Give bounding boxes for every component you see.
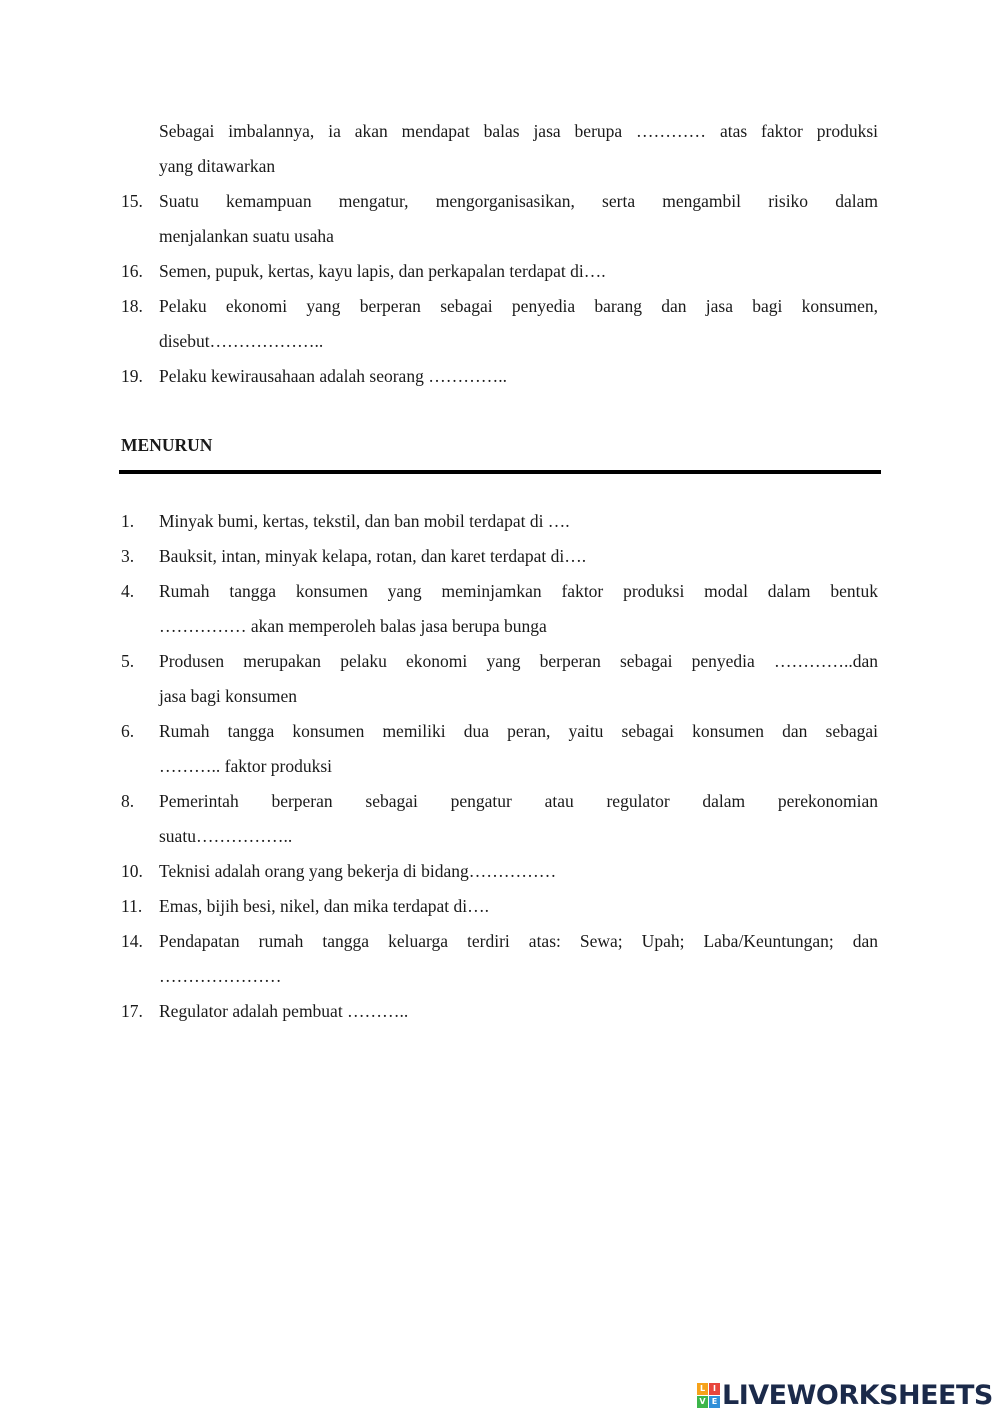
mendatar-item-18 xyxy=(121,289,878,359)
item-text-line: Pemerintah berperan sebagai pengatur atau regulator dalam perekonomian xyxy=(159,791,878,811)
item-number: 14. xyxy=(121,931,143,951)
menurun-item-4 xyxy=(121,574,878,644)
item-text-line: ……….. faktor produksi xyxy=(159,756,333,776)
item-text-line: Pelaku kewirausahaan adalah seorang ………….. xyxy=(159,366,507,386)
logo-mark-v: V xyxy=(697,1396,708,1408)
mendatar-item-16 xyxy=(121,254,878,289)
item-text-line: suatu…………….. xyxy=(159,826,293,846)
menurun-item-14 xyxy=(121,924,878,994)
menurun-item-8 xyxy=(121,784,878,854)
menurun-item-11 xyxy=(121,889,878,924)
item-number: 10. xyxy=(121,861,143,881)
item-text-line: Pelaku ekonomi yang berperan sebagai penyedia barang dan jasa bagi konsumen, xyxy=(159,296,878,316)
item-number: 11. xyxy=(121,896,143,916)
mendatar-item-15 xyxy=(121,184,878,254)
item-13-tail-line-1: Sebagai imbalannya, ia akan mendapat balas jasa berupa ………… atas faktor produksi xyxy=(159,121,878,141)
item-text-line: Rumah tangga konsumen memiliki dua peran, yaitu sebagai konsumen dan sebagai xyxy=(159,721,878,741)
item-number: 16. xyxy=(121,261,143,281)
item-number: 6. xyxy=(121,721,135,741)
item-text-line: menjalankan suatu usaha xyxy=(159,226,334,246)
item-number: 4. xyxy=(121,581,135,601)
mendatar-list xyxy=(121,114,878,394)
logo-mark-e: E xyxy=(709,1396,720,1408)
item-number: 8. xyxy=(121,791,135,811)
section-heading-menurun: MENURUN xyxy=(121,435,213,455)
item-text-line: disebut……………….. xyxy=(159,331,324,351)
item-number: 15. xyxy=(121,191,143,211)
menurun-item-10 xyxy=(121,854,878,889)
logo-wordmark: LIVEWORKSHEETS xyxy=(722,1379,993,1411)
menurun-list xyxy=(121,504,878,1029)
item-text-line: Bauksit, intan, minyak kelapa, rotan, dan karet terdapat di…. xyxy=(159,546,587,566)
item-number: 19. xyxy=(121,366,143,386)
item-number: 5. xyxy=(121,651,135,671)
item-text-line: Minyak bumi, kertas, tekstil, dan ban mobil terdapat di …. xyxy=(159,511,570,531)
item-text-line: Pendapatan rumah tangga keluarga terdiri atas: Sewa; Upah; Laba/Keuntungan; dan xyxy=(159,931,878,951)
item-text-line: ………………… xyxy=(159,966,282,986)
logo-mark-i: I xyxy=(709,1383,720,1395)
item-text-line: Rumah tangga konsumen yang meminjamkan faktor produksi modal dalam bentuk xyxy=(159,581,878,601)
item-text-line: Suatu kemampuan mengatur, mengorganisasikan, serta mengambil risiko dalam xyxy=(159,191,878,211)
menurun-item-5 xyxy=(121,644,878,714)
liveworksheets-logo-icon xyxy=(697,1383,719,1407)
item-text-line: Emas, bijih besi, nikel, dan mika terdapat di…. xyxy=(159,896,489,916)
item-text-line: Semen, pupuk, kertas, kayu lapis, dan perkapalan terdapat di…. xyxy=(159,261,606,281)
item-number: 1. xyxy=(121,511,135,531)
section-divider xyxy=(119,470,881,474)
menurun-item-6 xyxy=(121,714,878,784)
menurun-item-1 xyxy=(121,504,878,539)
item-13-tail-line-2: yang ditawarkan xyxy=(159,156,276,176)
menurun-item-3 xyxy=(121,539,878,574)
item-text-line: Regulator adalah pembuat ……….. xyxy=(159,1001,409,1021)
item-number: 18. xyxy=(121,296,143,316)
item-text-line: Produsen merupakan pelaku ekonomi yang berperan sebagai penyedia …………..dan xyxy=(159,651,878,671)
logo-mark-l: L xyxy=(697,1383,708,1395)
menurun-item-17 xyxy=(121,994,878,1029)
item-text-line: jasa bagi konsumen xyxy=(159,686,298,706)
liveworksheets-logo[interactable] xyxy=(697,1378,993,1412)
item-number: 3. xyxy=(121,546,135,566)
item-text-line: Teknisi adalah orang yang bekerja di bidang…………… xyxy=(159,861,557,881)
item-number: 17. xyxy=(121,1001,143,1021)
mendatar-item-19 xyxy=(121,359,878,394)
item-text-line: …………… akan memperoleh balas jasa berupa bunga xyxy=(159,616,547,636)
